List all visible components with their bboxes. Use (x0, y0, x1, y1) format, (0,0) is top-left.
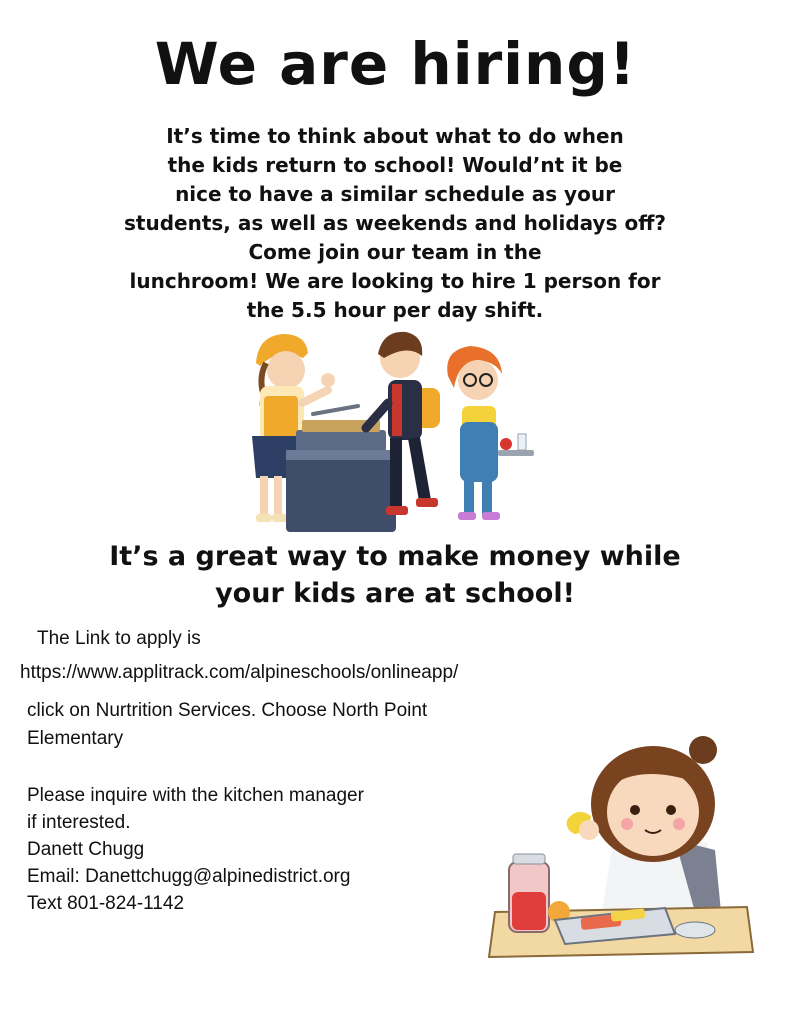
girl-eating-illustration (485, 712, 760, 967)
lunch-line-illustration (238, 318, 538, 538)
contact-line: if interested. (27, 812, 131, 833)
serving-counter (286, 406, 396, 532)
instructions-line: click on Nurtrition Services. Choose North Point (27, 700, 428, 721)
intro-line: lunchroom! We are looking to hire 1 person for (129, 269, 661, 293)
intro-line: Come join our team in the (248, 240, 542, 264)
contact-email[interactable]: Email: Danettchugg@alpinedistrict.org (27, 866, 351, 887)
intro-line: It’s time to think about what to do when (166, 124, 624, 148)
intro-line: students, as well as weekends and holidays off? (124, 211, 666, 235)
girl-figure (447, 346, 534, 520)
contact-phone[interactable]: Text 801-824-1142 (27, 893, 185, 914)
intro-line: the kids return to school! Would’nt it be (167, 153, 623, 177)
intro-line: nice to have a similar schedule as your (175, 182, 615, 206)
intro-paragraph (95, 122, 695, 325)
intro-line: the 5.5 hour per day shift. (246, 298, 544, 322)
girl-figure (567, 736, 721, 917)
contact-block (27, 782, 364, 917)
apply-link[interactable]: https://www.applitrack.com/alpineschools/onlineapp/ (20, 662, 459, 683)
tagline-line: your kids are at school! (215, 578, 575, 609)
side-dish (675, 922, 715, 938)
contact-name: Danett Chugg (27, 839, 145, 860)
contact-line: Please inquire with the kitchen manager (27, 785, 364, 806)
juice-jar (509, 854, 549, 932)
tagline-line: It’s a great way to make money while (109, 541, 681, 572)
tagline (60, 538, 730, 612)
instructions-line: Elementary (27, 728, 124, 749)
page-title: We are hiring! (154, 30, 637, 98)
apply-instructions (27, 699, 427, 751)
apply-label: The Link to apply is (37, 628, 201, 649)
